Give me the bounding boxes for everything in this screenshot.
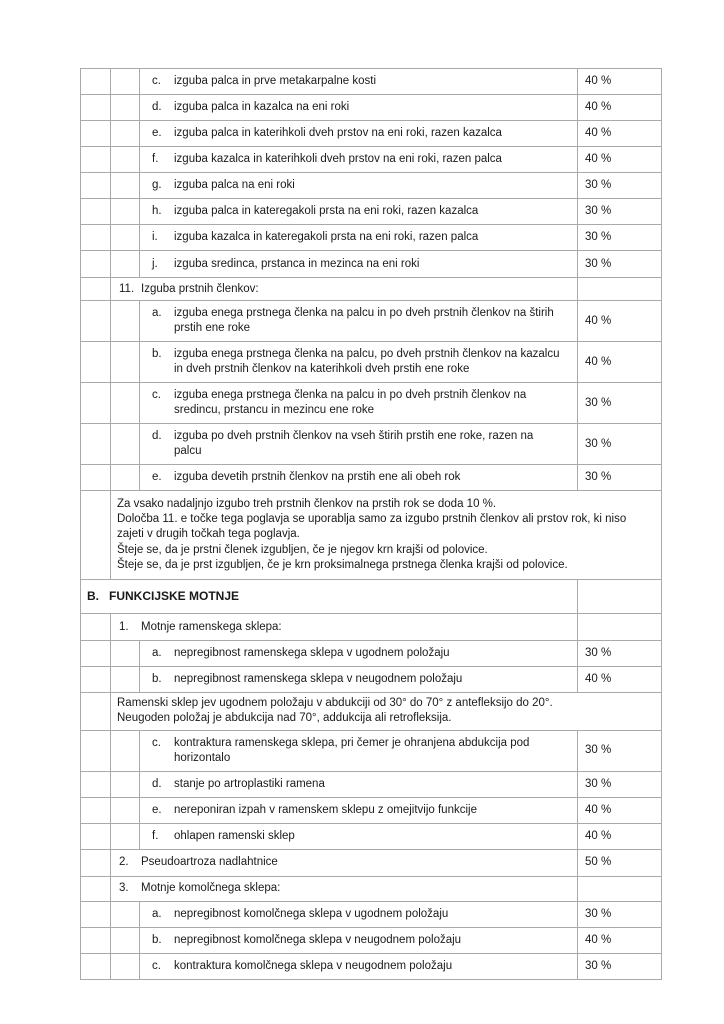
percentage-cell xyxy=(578,823,662,849)
percentage-cell xyxy=(578,278,662,301)
item-text: izguba kazalca in katerihkoli dveh prstov na eni roki, razen palca xyxy=(174,153,502,165)
item-heading-cell xyxy=(111,876,578,901)
list-item xyxy=(146,803,571,818)
percentage-value: 40 % xyxy=(585,127,612,139)
table-row xyxy=(81,693,662,731)
percentage-value: 40 % xyxy=(585,355,612,368)
item-text: kontraktura ramenskega sklepa, pri čemer je ohranjena abdukcija pod horizontalo xyxy=(174,736,530,764)
table-row xyxy=(81,465,662,491)
table-row xyxy=(81,927,662,953)
percentage-value: 40 % xyxy=(585,153,612,165)
indent-cell xyxy=(81,424,111,465)
item-title: Motnje ramenskega sklepa: xyxy=(141,620,282,633)
table-row xyxy=(81,876,662,901)
item-cell xyxy=(140,199,578,225)
item-text: izguba palca in katerihkoli dveh prstov na eni roki, razen kazalca xyxy=(174,127,502,139)
item-cell xyxy=(140,301,578,342)
item-heading-cell xyxy=(111,278,578,301)
numbered-heading xyxy=(119,620,569,635)
percentage-value: 40 % xyxy=(585,75,612,87)
item-letter: e. xyxy=(152,803,162,816)
table-row xyxy=(81,953,662,979)
item-letter: i. xyxy=(152,231,158,243)
item-cell xyxy=(140,465,578,491)
table-row xyxy=(81,278,662,301)
table-row xyxy=(81,424,662,465)
table-row xyxy=(81,383,662,424)
table-row xyxy=(81,95,662,121)
item-letter: c. xyxy=(152,389,161,401)
item-letter: d. xyxy=(152,777,162,790)
percentage-cell xyxy=(578,953,662,979)
item-letter: c. xyxy=(152,959,161,972)
table-row xyxy=(81,730,662,771)
indent-cell xyxy=(111,667,140,693)
item-text: izguba sredinca, prstanca in mezinca na eni roki xyxy=(174,257,420,270)
percentage-cell xyxy=(578,225,662,251)
percentage-cell xyxy=(578,849,662,876)
percentage-cell xyxy=(578,771,662,797)
list-item xyxy=(146,959,571,974)
item-cell xyxy=(140,342,578,383)
list-item xyxy=(146,230,571,245)
indent-cell xyxy=(81,876,111,901)
percentage-value: 40 % xyxy=(585,314,612,327)
item-text: izguba palca in kazalca na eni roki xyxy=(174,101,350,113)
item-cell xyxy=(140,95,578,121)
percentage-cell xyxy=(578,465,662,491)
item-cell xyxy=(140,69,578,95)
percentage-value: 30 % xyxy=(585,907,612,920)
indent-cell xyxy=(81,730,111,771)
disability-table xyxy=(80,68,662,980)
table-row xyxy=(81,69,662,95)
list-item xyxy=(146,672,571,687)
indent-cell xyxy=(81,95,111,121)
item-letter: a. xyxy=(152,907,162,920)
indent-cell xyxy=(111,199,140,225)
list-item xyxy=(146,907,571,922)
item-cell xyxy=(140,251,578,278)
indent-cell xyxy=(81,849,111,876)
indent-cell xyxy=(81,301,111,342)
percentage-cell xyxy=(578,580,662,614)
item-heading-cell xyxy=(111,849,578,876)
item-title: Motnje komolčnega sklepa: xyxy=(141,882,281,895)
item-letter: e. xyxy=(152,127,162,139)
note-text: Ramenski sklep jev ugodnem položaju v abdukciji od 30° do 70° z antefleksijo do 20°. xyxy=(117,697,553,709)
section-title: FUNKCIJSKE MOTNJE xyxy=(109,589,240,603)
table-body xyxy=(81,69,662,980)
percentage-cell xyxy=(578,730,662,771)
percentage-cell xyxy=(578,342,662,383)
indent-cell xyxy=(111,424,140,465)
note-text: Šteje se, da je prst izgubljen, če je krn proksimalnega prstnega členka krajši od polovice. xyxy=(117,558,568,571)
indent-cell xyxy=(81,491,111,580)
percentage-cell xyxy=(578,641,662,667)
item-letter: a. xyxy=(152,307,162,319)
percentage-value: 40 % xyxy=(585,933,612,946)
percentage-cell xyxy=(578,199,662,225)
indent-cell xyxy=(81,953,111,979)
percentage-value: 40 % xyxy=(585,101,612,113)
percentage-cell xyxy=(578,69,662,95)
item-title: Izguba prstnih členkov: xyxy=(141,282,259,295)
item-title: Pseudoartroza nadlahtnice xyxy=(141,856,278,869)
percentage-value: 30 % xyxy=(585,205,612,217)
percentage-cell xyxy=(578,614,662,641)
note-text: Določba 11. e točke tega poglavja se uporablja samo za izgubo prstnih členkov ali prstov rok, ki niso zajeti v drugih točkah tega poglavja. xyxy=(117,513,627,541)
item-cell xyxy=(140,901,578,927)
indent-cell xyxy=(111,342,140,383)
percentage-value: 30 % xyxy=(585,959,612,972)
item-cell xyxy=(140,383,578,424)
item-text: izguba po dveh prstnih členkov na vseh štirih prstih ene roke, razen na palcu xyxy=(174,430,534,457)
indent-cell xyxy=(111,465,140,491)
item-letter: c. xyxy=(152,736,161,749)
percentage-cell xyxy=(578,424,662,465)
item-cell xyxy=(140,173,578,199)
percentage-value: 30 % xyxy=(585,744,612,757)
percentage-value: 50 % xyxy=(585,856,612,869)
percentage-value: 40 % xyxy=(585,803,612,816)
indent-cell xyxy=(81,614,111,641)
item-cell xyxy=(140,797,578,823)
note-text: Neugoden položaj je abdukcija nad 70°, addukcija ali retrofleksija. xyxy=(117,712,452,725)
list-item xyxy=(146,829,571,844)
percentage-cell xyxy=(578,901,662,927)
indent-cell xyxy=(111,225,140,251)
item-letter: a. xyxy=(152,647,162,659)
indent-cell xyxy=(111,797,140,823)
list-item xyxy=(146,74,571,89)
indent-cell xyxy=(111,69,140,95)
item-text: nepregibnost ramenskega sklepa v neugodnem položaju xyxy=(174,673,463,685)
percentage-value: 40 % xyxy=(585,829,612,842)
indent-cell xyxy=(111,641,140,667)
table-row xyxy=(81,641,662,667)
item-text: izguba enega prstnega členka na palcu in po dveh prstnih členkov na štirih prstih ene roke xyxy=(174,307,554,334)
table-row xyxy=(81,173,662,199)
list-item xyxy=(146,257,571,272)
indent-cell xyxy=(81,771,111,797)
list-item xyxy=(146,347,571,377)
table-row xyxy=(81,667,662,693)
indent-cell xyxy=(111,383,140,424)
indent-cell xyxy=(111,823,140,849)
item-text: izguba enega prstnega členka na palcu in po dveh prstnih členkov na sredincu, prstancu in mezincu ene roke xyxy=(174,389,527,416)
list-item xyxy=(146,178,571,193)
item-cell xyxy=(140,667,578,693)
list-item xyxy=(146,204,571,219)
item-letter: c. xyxy=(152,75,161,87)
indent-cell xyxy=(81,693,111,731)
percentage-value: 30 % xyxy=(585,777,612,790)
numbered-heading xyxy=(119,855,569,870)
percentage-value: 40 % xyxy=(585,673,612,685)
percentage-cell xyxy=(578,927,662,953)
percentage-value: 30 % xyxy=(585,437,612,450)
indent-cell xyxy=(81,251,111,278)
item-number: 11. xyxy=(119,282,135,295)
indent-cell xyxy=(111,121,140,147)
percentage-value: 30 % xyxy=(585,396,612,409)
section-heading-cell xyxy=(81,580,578,614)
table-row xyxy=(81,901,662,927)
item-text: nereponiran izpah v ramenskem sklepu z omejitvijo funkcije xyxy=(174,803,477,816)
item-text: nepregibnost komolčnega sklepa v ugodnem položaju xyxy=(174,907,449,920)
item-text: ohlapen ramenski sklep xyxy=(174,829,295,842)
table-row xyxy=(81,147,662,173)
table-row xyxy=(81,823,662,849)
percentage-value: 30 % xyxy=(585,471,612,483)
indent-cell xyxy=(111,301,140,342)
table-row xyxy=(81,849,662,876)
list-item xyxy=(146,306,571,336)
item-text: izguba palca in kateregakoli prsta na eni roki, razen kazalca xyxy=(174,205,479,217)
indent-cell xyxy=(81,121,111,147)
item-text: izguba devetih prstnih členkov na prstih ene ali obeh rok xyxy=(174,471,461,483)
note-text: Šteje se, da je prstni členek izgubljen, če je njegov krn krajši od polovice. xyxy=(117,543,488,556)
indent-cell xyxy=(111,147,140,173)
indent-cell xyxy=(111,901,140,927)
item-number: 2. xyxy=(119,856,129,869)
indent-cell xyxy=(81,641,111,667)
indent-cell xyxy=(81,797,111,823)
indent-cell xyxy=(81,465,111,491)
item-text: nepregibnost komolčnega sklepa v neugodnem položaju xyxy=(174,933,462,946)
numbered-heading xyxy=(119,881,569,896)
indent-cell xyxy=(81,69,111,95)
list-item xyxy=(146,429,571,459)
item-letter: b. xyxy=(152,348,162,360)
indent-cell xyxy=(111,173,140,199)
item-letter: f. xyxy=(152,153,159,165)
item-cell xyxy=(140,730,578,771)
item-letter: b. xyxy=(152,933,162,946)
list-item xyxy=(146,736,571,766)
table-row xyxy=(81,121,662,147)
table-row xyxy=(81,199,662,225)
numbered-heading xyxy=(119,282,569,297)
table-row xyxy=(81,251,662,278)
item-text: kontraktura komolčnega sklepa v neugodnem položaju xyxy=(174,959,453,972)
note-cell xyxy=(111,693,662,731)
percentage-value: 30 % xyxy=(585,257,612,270)
percentage-cell xyxy=(578,383,662,424)
item-letter: g. xyxy=(152,179,162,191)
item-cell xyxy=(140,823,578,849)
list-item xyxy=(146,152,571,167)
item-cell xyxy=(140,121,578,147)
item-letter: f. xyxy=(152,829,159,842)
indent-cell xyxy=(81,147,111,173)
indent-cell xyxy=(111,251,140,278)
percentage-value: 30 % xyxy=(585,647,612,659)
item-heading-cell xyxy=(111,614,578,641)
list-item xyxy=(146,777,571,792)
percentage-cell xyxy=(578,251,662,278)
note-cell xyxy=(111,491,662,580)
indent-cell xyxy=(81,667,111,693)
item-cell xyxy=(140,927,578,953)
percentage-cell xyxy=(578,797,662,823)
item-cell xyxy=(140,225,578,251)
item-text: izguba palca in prve metakarpalne kosti xyxy=(174,75,377,87)
item-letter: b. xyxy=(152,673,162,685)
item-letter: h. xyxy=(152,205,162,217)
item-cell xyxy=(140,641,578,667)
indent-cell xyxy=(81,927,111,953)
percentage-cell xyxy=(578,121,662,147)
item-cell xyxy=(140,147,578,173)
item-letter: j. xyxy=(152,257,158,270)
indent-cell xyxy=(81,901,111,927)
item-text: nepregibnost ramenskega sklepa v ugodnem položaju xyxy=(174,647,450,659)
section-letter: B. xyxy=(87,589,99,603)
list-item xyxy=(146,126,571,141)
table-row xyxy=(81,225,662,251)
table-row xyxy=(81,301,662,342)
indent-cell xyxy=(111,730,140,771)
indent-cell xyxy=(81,278,111,301)
item-text: stanje po artroplastiki ramena xyxy=(174,777,325,790)
percentage-cell xyxy=(578,95,662,121)
percentage-cell xyxy=(578,147,662,173)
item-cell xyxy=(140,424,578,465)
indent-cell xyxy=(81,383,111,424)
table-row xyxy=(81,614,662,641)
percentage-value: 30 % xyxy=(585,179,612,191)
indent-cell xyxy=(81,823,111,849)
list-item xyxy=(146,100,571,115)
percentage-value: 30 % xyxy=(585,231,612,243)
percentage-cell xyxy=(578,876,662,901)
indent-cell xyxy=(111,771,140,797)
table-row xyxy=(81,342,662,383)
indent-cell xyxy=(81,342,111,383)
note-text: Za vsako nadaljnjo izgubo treh prstnih členkov na prstih rok se doda 10 %. xyxy=(117,497,497,510)
indent-cell xyxy=(81,173,111,199)
table-row xyxy=(81,491,662,580)
indent-cell xyxy=(111,953,140,979)
percentage-cell xyxy=(578,301,662,342)
indent-cell xyxy=(111,927,140,953)
list-item xyxy=(146,470,571,485)
table-row xyxy=(81,797,662,823)
indent-cell xyxy=(81,225,111,251)
percentage-cell xyxy=(578,173,662,199)
item-cell xyxy=(140,771,578,797)
percentage-cell xyxy=(578,667,662,693)
item-text: izguba enega prstnega členka na palcu, po dveh prstnih členkov na kazalcu in dveh prstnih členkov na katerihkoli dveh prstih ene roke xyxy=(174,348,560,375)
list-item xyxy=(146,646,571,661)
list-item xyxy=(146,933,571,948)
table-row xyxy=(81,580,662,614)
item-cell xyxy=(140,953,578,979)
item-number: 3. xyxy=(119,882,129,895)
item-letter: e. xyxy=(152,471,162,483)
list-item xyxy=(146,388,571,418)
indent-cell xyxy=(111,95,140,121)
item-number: 1. xyxy=(119,620,129,633)
item-text: izguba kazalca in kateregakoli prsta na eni roki, razen palca xyxy=(174,231,479,243)
indent-cell xyxy=(81,199,111,225)
item-text: izguba palca na eni roki xyxy=(174,179,295,191)
table-row xyxy=(81,771,662,797)
item-letter: d. xyxy=(152,430,162,442)
item-letter: d. xyxy=(152,101,162,113)
